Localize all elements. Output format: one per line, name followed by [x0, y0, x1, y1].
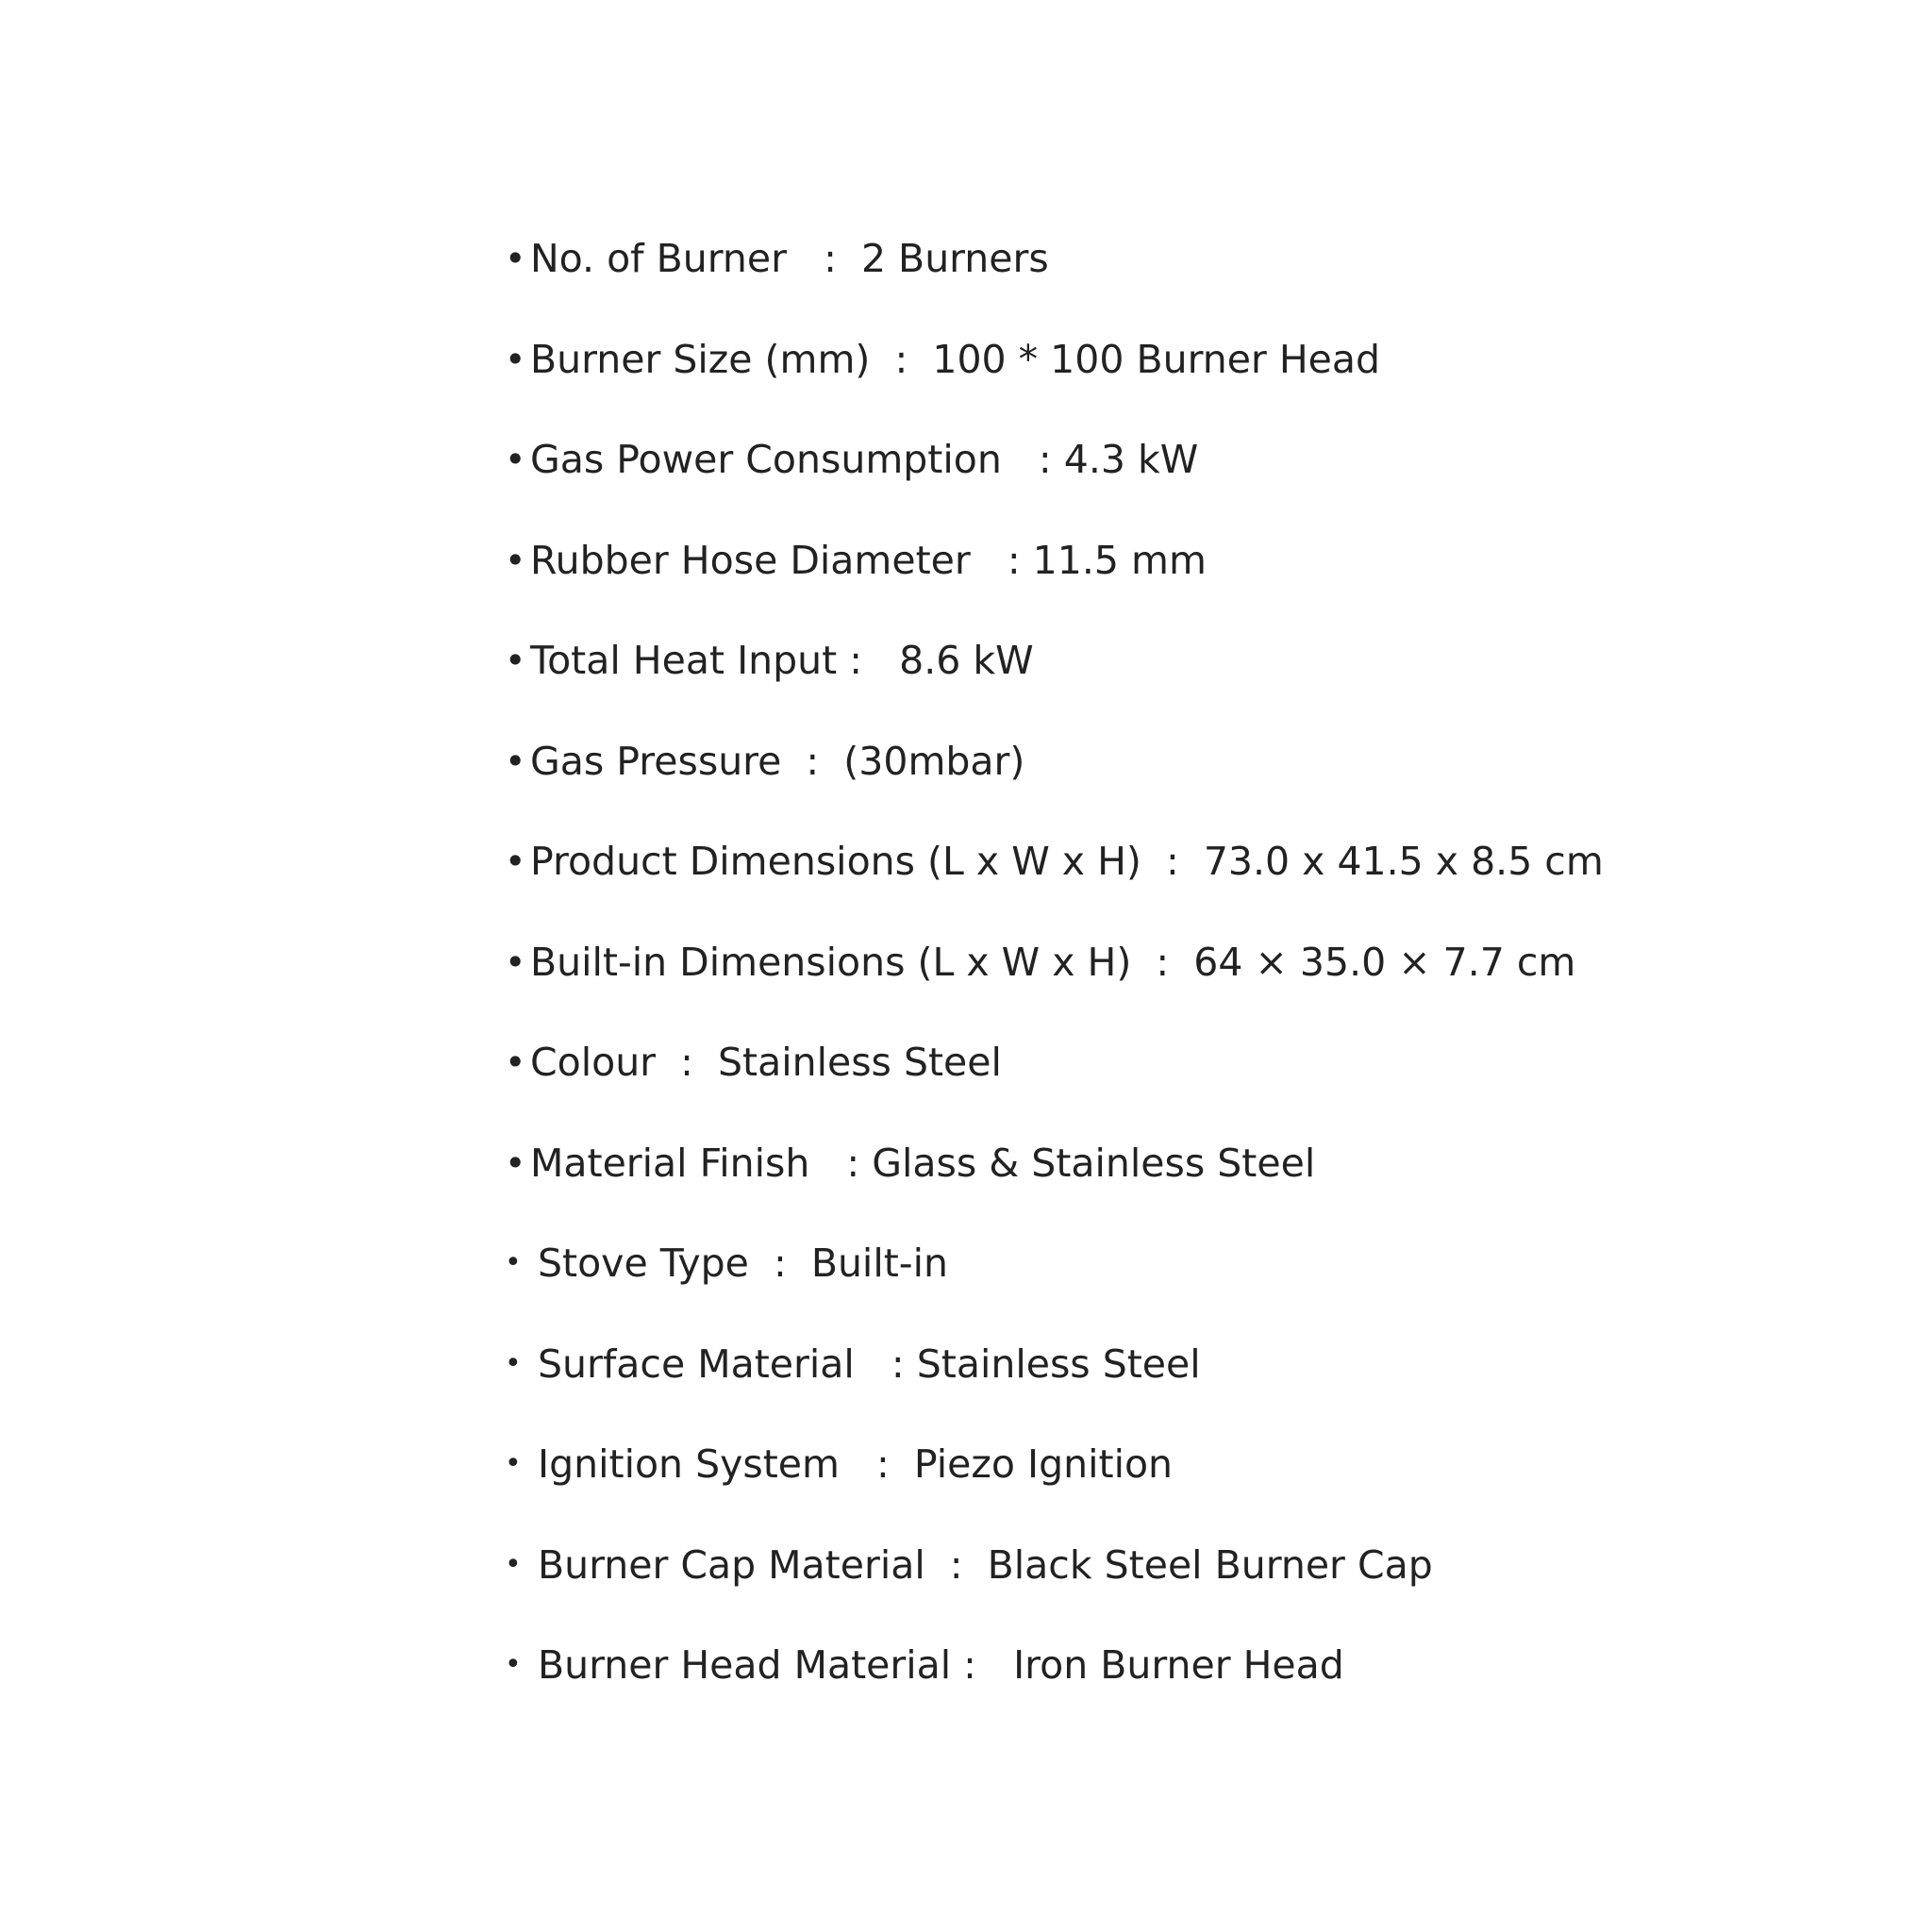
- spec-item-heat-input: [500, 632, 1604, 733]
- spec-item-gas-power: [500, 431, 1604, 532]
- bullet-icon: •: [505, 539, 526, 581]
- spec-text: Total Heat Input : 8.6 kW: [530, 638, 1034, 683]
- spec-item-burner-size: [500, 331, 1604, 432]
- spec-item-hose-diameter: [500, 532, 1604, 633]
- spec-text: Gas Power Consumption : 4.3 kW: [530, 437, 1199, 482]
- spec-text: Ignition System : Piezo Ignition: [538, 1441, 1174, 1487]
- bullet-icon: •: [505, 238, 526, 279]
- spec-text: No. of Burner : 2 Burners: [530, 236, 1049, 281]
- spec-text: Colour : Stainless Steel: [530, 1040, 1002, 1085]
- bullet-icon: •: [505, 740, 526, 782]
- spec-item-gas-pressure: [500, 733, 1604, 834]
- bullet-icon: •: [505, 1547, 522, 1581]
- spec-item-product-dimensions: [500, 833, 1604, 934]
- spec-text: Stove Type : Built-in: [538, 1241, 948, 1286]
- bullet-icon: •: [505, 841, 526, 882]
- spec-item-builtin-dimensions: [500, 934, 1604, 1035]
- bullet-icon: •: [505, 338, 526, 380]
- spec-text: Gas Pressure : (30mbar): [530, 738, 1025, 784]
- bullet-icon: •: [505, 941, 526, 983]
- spec-item-colour: [500, 1034, 1604, 1135]
- bullet-icon: •: [505, 1447, 522, 1480]
- spec-item-material-finish: [500, 1135, 1604, 1236]
- spec-item-burner-count: [500, 230, 1604, 331]
- spec-text: Burner Cap Material : Black Steel Burner Cap: [538, 1541, 1433, 1588]
- bullet-icon: •: [505, 640, 526, 681]
- bullet-icon: •: [505, 1246, 522, 1279]
- spec-text: Product Dimensions (L x W x H) : 73.0 x 41.5 x 8.5 cm: [530, 839, 1604, 884]
- bullet-icon: •: [505, 1141, 526, 1184]
- spec-item-stove-type: [500, 1235, 1604, 1336]
- bullet-icon: •: [505, 1648, 522, 1681]
- spec-item-burner-cap-material: [500, 1537, 1604, 1638]
- bullet-icon: •: [505, 1346, 522, 1380]
- spec-item-burner-head-material: [500, 1637, 1604, 1738]
- spec-item-ignition-system: [500, 1436, 1604, 1537]
- bullet-icon: •: [505, 439, 526, 480]
- spec-text: Built-in Dimensions (L x W x H) : 64 × 35.0 × 7.7 cm: [530, 939, 1576, 985]
- spec-list: [500, 230, 1604, 1738]
- spec-text: Burner Size (mm) : 100 * 100 Burner Head: [530, 336, 1381, 382]
- spec-item-surface-material: [500, 1336, 1604, 1437]
- bullet-icon: •: [505, 1041, 526, 1083]
- spec-text: Burner Head Material : Iron Burner Head: [538, 1642, 1344, 1688]
- spec-text: Rubber Hose Diameter : 11.5 mm: [530, 537, 1207, 583]
- spec-text: Material Finish : Glass & Stainless Steel: [530, 1140, 1316, 1186]
- spec-text: Surface Material : Stainless Steel: [538, 1341, 1201, 1387]
